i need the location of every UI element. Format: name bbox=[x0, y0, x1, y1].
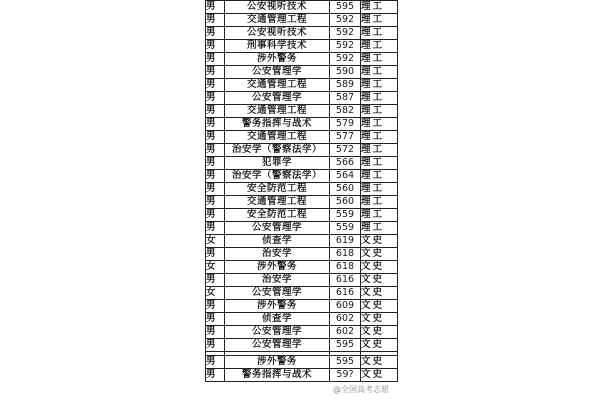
score-cell: 590 bbox=[330, 66, 361, 79]
score-cell: 618 bbox=[330, 261, 361, 274]
table-row bbox=[206, 170, 398, 183]
gender-cell: 男 bbox=[206, 131, 225, 144]
score-cell: 595 bbox=[330, 339, 361, 352]
gender-cell: 女 bbox=[206, 261, 225, 274]
gender-cell: 男 bbox=[206, 27, 225, 40]
table-row bbox=[206, 118, 398, 131]
score-cell: 564 bbox=[330, 170, 361, 183]
major-cell: 涉外警务 bbox=[225, 53, 330, 66]
watermark: @全国高考志愿 bbox=[333, 385, 389, 394]
table-row bbox=[206, 222, 398, 235]
major-cell: 公安管理学 bbox=[225, 92, 330, 105]
score-cell: 592 bbox=[330, 40, 361, 53]
score-cell: 572 bbox=[330, 144, 361, 157]
track-cell: 理工 bbox=[361, 157, 398, 170]
score-cell: 587 bbox=[330, 92, 361, 105]
score-cell: 602 bbox=[330, 326, 361, 339]
score-cell: 577 bbox=[330, 131, 361, 144]
major-cell: 治安学（警察法学） bbox=[225, 170, 330, 183]
gender-cell: 女 bbox=[206, 235, 225, 248]
table-row bbox=[206, 248, 398, 261]
gender-cell: 男 bbox=[206, 66, 225, 79]
table-row bbox=[206, 131, 398, 144]
table-row bbox=[206, 40, 398, 53]
major-cell: 涉外警务 bbox=[225, 300, 330, 313]
score-cell: 602 bbox=[330, 313, 361, 326]
track-cell: 理工 bbox=[361, 27, 398, 40]
score-cell: 566 bbox=[330, 157, 361, 170]
score-cell: 618 bbox=[330, 248, 361, 261]
major-cell: 公安管理学 bbox=[225, 66, 330, 79]
track-cell: 文史 bbox=[361, 356, 398, 369]
gender-cell: 男 bbox=[206, 157, 225, 170]
track-cell: 文史 bbox=[361, 235, 398, 248]
track-cell: 文史 bbox=[361, 248, 398, 261]
table-row bbox=[206, 196, 398, 209]
table-row bbox=[206, 369, 398, 382]
gender-cell: 男 bbox=[206, 92, 225, 105]
major-cell: 安全防范工程 bbox=[225, 183, 330, 196]
gender-cell: 男 bbox=[206, 339, 225, 352]
gender-cell: 男 bbox=[206, 356, 225, 369]
track-cell: 文史 bbox=[361, 313, 398, 326]
track-cell: 理工 bbox=[361, 118, 398, 131]
major-cell: 交通管理工程 bbox=[225, 196, 330, 209]
admission-score-table bbox=[205, 0, 398, 382]
score-cell: 592 bbox=[330, 53, 361, 66]
gender-cell: 男 bbox=[206, 369, 225, 382]
gender-cell: 男 bbox=[206, 326, 225, 339]
gender-cell: 男 bbox=[206, 1, 225, 14]
major-cell: 公安管理学 bbox=[225, 326, 330, 339]
table-row bbox=[206, 92, 398, 105]
score-cell: 579 bbox=[330, 118, 361, 131]
track-cell: 文史 bbox=[361, 261, 398, 274]
track-cell: 理工 bbox=[361, 170, 398, 183]
table-row bbox=[206, 1, 398, 14]
major-cell: 涉外警务 bbox=[225, 261, 330, 274]
major-cell: 治安学（警察法学） bbox=[225, 144, 330, 157]
track-cell: 理工 bbox=[361, 209, 398, 222]
score-cell: 595 bbox=[330, 1, 361, 14]
table-row bbox=[206, 79, 398, 92]
track-cell: 文史 bbox=[361, 300, 398, 313]
gender-cell: 男 bbox=[206, 313, 225, 326]
table-row bbox=[206, 235, 398, 248]
major-cell: 警务指挥与战术 bbox=[225, 118, 330, 131]
major-cell: 治安学 bbox=[225, 248, 330, 261]
table-row bbox=[206, 105, 398, 118]
table-row bbox=[206, 183, 398, 196]
table-row bbox=[206, 157, 398, 170]
table-row bbox=[206, 326, 398, 339]
track-cell: 理工 bbox=[361, 144, 398, 157]
table-row bbox=[206, 300, 398, 313]
track-cell: 理工 bbox=[361, 66, 398, 79]
table-body bbox=[206, 1, 398, 382]
score-cell: 616 bbox=[330, 274, 361, 287]
score-cell: 589 bbox=[330, 79, 361, 92]
gender-cell: 男 bbox=[206, 170, 225, 183]
major-cell: 侦查学 bbox=[225, 313, 330, 326]
gender-cell: 男 bbox=[206, 14, 225, 27]
score-cell: 619 bbox=[330, 235, 361, 248]
gender-cell: 男 bbox=[206, 183, 225, 196]
track-cell: 理工 bbox=[361, 183, 398, 196]
major-cell: 刑事科学技术 bbox=[225, 40, 330, 53]
track-cell: 文史 bbox=[361, 287, 398, 300]
score-cell: 560 bbox=[330, 196, 361, 209]
score-cell: 582 bbox=[330, 105, 361, 118]
gender-cell: 男 bbox=[206, 274, 225, 287]
major-cell: 交通管理工程 bbox=[225, 14, 330, 27]
major-cell: 涉外警务 bbox=[225, 356, 330, 369]
table-row bbox=[206, 27, 398, 40]
major-cell: 公安视听技术 bbox=[225, 1, 330, 14]
major-cell: 交通管理工程 bbox=[225, 79, 330, 92]
major-cell: 犯罪学 bbox=[225, 157, 330, 170]
score-cell: 595 bbox=[330, 356, 361, 369]
score-cell: 609 bbox=[330, 300, 361, 313]
major-cell: 公安管理学 bbox=[225, 339, 330, 352]
track-cell: 理工 bbox=[361, 222, 398, 235]
track-cell: 理工 bbox=[361, 92, 398, 105]
score-cell: 559 bbox=[330, 222, 361, 235]
score-cell: 560 bbox=[330, 183, 361, 196]
table-row bbox=[206, 339, 398, 352]
gender-cell: 男 bbox=[206, 79, 225, 92]
track-cell: 理工 bbox=[361, 196, 398, 209]
track-cell: 理工 bbox=[361, 14, 398, 27]
track-cell: 文史 bbox=[361, 326, 398, 339]
major-cell: 警务指挥与战术 bbox=[225, 369, 330, 382]
major-cell: 公安管理学 bbox=[225, 222, 330, 235]
track-cell: 理工 bbox=[361, 1, 398, 14]
score-cell: 559 bbox=[330, 209, 361, 222]
major-cell: 治安学 bbox=[225, 274, 330, 287]
table-row bbox=[206, 66, 398, 79]
track-cell: 理工 bbox=[361, 105, 398, 118]
track-cell: 文史 bbox=[361, 369, 398, 382]
track-cell: 文史 bbox=[361, 274, 398, 287]
score-cell: 592 bbox=[330, 27, 361, 40]
score-cell: 592 bbox=[330, 14, 361, 27]
major-cell: 公安管理学 bbox=[225, 287, 330, 300]
gender-cell: 男 bbox=[206, 248, 225, 261]
table-row bbox=[206, 14, 398, 27]
major-cell: 侦查学 bbox=[225, 235, 330, 248]
table-row bbox=[206, 313, 398, 326]
track-cell: 理工 bbox=[361, 53, 398, 66]
gender-cell: 男 bbox=[206, 118, 225, 131]
track-cell: 理工 bbox=[361, 40, 398, 53]
table-row bbox=[206, 209, 398, 222]
gender-cell: 女 bbox=[206, 287, 225, 300]
major-cell: 交通管理工程 bbox=[225, 131, 330, 144]
gender-cell: 男 bbox=[206, 222, 225, 235]
gender-cell: 男 bbox=[206, 105, 225, 118]
track-cell: 理工 bbox=[361, 131, 398, 144]
table-row bbox=[206, 356, 398, 369]
major-cell: 安全防范工程 bbox=[225, 209, 330, 222]
gender-cell: 男 bbox=[206, 300, 225, 313]
table-row bbox=[206, 287, 398, 300]
score-cell: 59? bbox=[330, 369, 361, 382]
table-row bbox=[206, 53, 398, 66]
gender-cell: 男 bbox=[206, 53, 225, 66]
table-row bbox=[206, 144, 398, 157]
gender-cell: 男 bbox=[206, 144, 225, 157]
gender-cell: 男 bbox=[206, 40, 225, 53]
gender-cell: 男 bbox=[206, 209, 225, 222]
gender-cell: 男 bbox=[206, 196, 225, 209]
major-cell: 公安视听技术 bbox=[225, 27, 330, 40]
track-cell: 文史 bbox=[361, 339, 398, 352]
track-cell: 理工 bbox=[361, 79, 398, 92]
table-row bbox=[206, 274, 398, 287]
major-cell: 交通管理工程 bbox=[225, 105, 330, 118]
table-row bbox=[206, 261, 398, 274]
score-cell: 616 bbox=[330, 287, 361, 300]
